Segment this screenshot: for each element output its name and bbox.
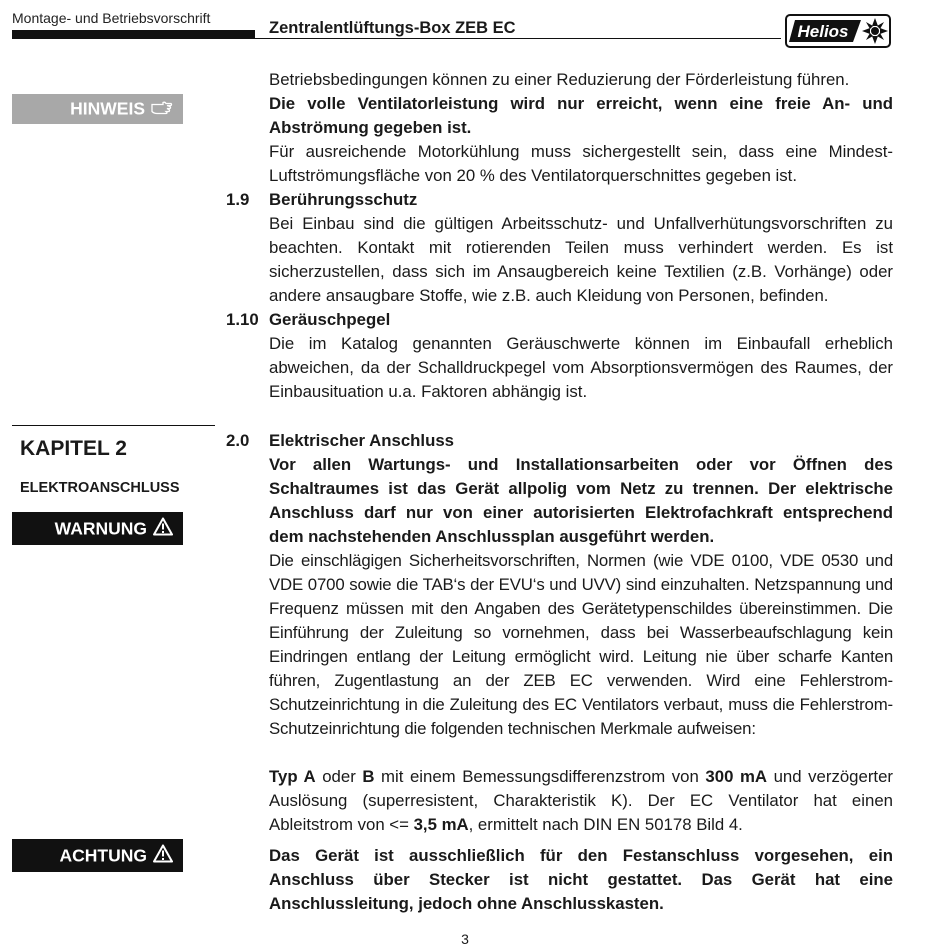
section-heading: Berührungsschutz	[269, 190, 418, 209]
paragraph-operating-conditions: Betriebsbedingungen können zu einer Reduzierung der Förderleistung führen.	[269, 70, 850, 89]
paragraph-fan-performance-note: Die volle Ventilatorleistung wird nur erreicht, wenn eine freie An- und Abströmung gegeben ist.	[269, 94, 893, 137]
section-text: Bei Einbau sind die gültigen Arbeitsschutz- und Unfallverhütungsvorschriften zu beachten. Kontakt mit rotierenden Teilen muss verhindert werden. Es ist sicherzustellen, dass sich im Ansaugbereich keine Textilien (z.B. Vorhänge) oder andere ansaugbare Stoffe, wie z.B. auch Kleidung von Personen, befinden.	[269, 214, 893, 305]
hinweis-label: HINWEIS	[70, 98, 145, 119]
helios-logo	[785, 14, 891, 48]
section-number: 1.10	[226, 310, 259, 329]
paragraph-motor-cooling: Für ausreichende Motorkühlung muss sichergestellt sein, dass eine Mindest-Luftströmungsfläche von 20 % des Ventilatorquerschnittes gegeben ist.	[269, 142, 893, 185]
achtung-label: ACHTUNG	[59, 845, 147, 865]
caution-text: Das Gerät ist ausschließlich für den Festanschluss vorgesehen, ein Anschluss über Stecker ist nicht gestattet. Das Gerät hat eine Anschlussleitung, jedoch ohne Anschlusskasten.	[269, 846, 893, 913]
page-number: 3	[461, 931, 469, 947]
document-title: Zentralentlüftungs-Box ZEB EC	[269, 19, 516, 37]
header-bar	[12, 30, 255, 39]
header-rule	[255, 38, 781, 39]
chapter-rule	[12, 425, 215, 426]
section-text: Die im Katalog genannten Geräuschwerte können im Einbaufall erheblich abweichen, da der Schalldruckpegel vom Absorptionsvermögen des Raumes, der Einbausituation u.a. Faktoren abhängig ist.	[269, 334, 893, 401]
hinweis-label-box	[12, 94, 183, 124]
section-number: 1.9	[226, 190, 250, 209]
rcd-requirements-text: Typ A oder B mit einem Bemessungsdifferenzstrom von 300 mA und verzögerter Auslösung (superresistent, Charakteristik K). Der EC Ventilator hat einen Ableitstrom von <= 3,5 mA, ermittelt nach DIN EN 50178 Bild 4.	[269, 767, 893, 834]
section-heading: Geräuschpegel	[269, 310, 391, 329]
warning-triangle-icon	[153, 517, 173, 540]
chapter-subtitle: ELEKTROANSCHLUSS	[20, 480, 180, 496]
section-number: 2.0	[226, 431, 250, 450]
warnung-label: WARNUNG	[54, 518, 147, 538]
section-heading: Elektrischer Anschluss	[269, 431, 454, 450]
logo-text: Helios	[797, 22, 849, 41]
warning-triangle-icon	[153, 844, 173, 867]
warning-text: Vor allen Wartungs- und Installationsarbeiten oder vor Öffnen des Schaltraumes ist das Gerät allpolig vom Netz zu trennen. Der elektrische Anschluss darf nur von einer autorisierten Elektrofachkraft entsprechend dem nachstehenden Anschlussplan ausgeführt werden.	[269, 455, 893, 546]
manual-type-label: Montage- und Betriebsvorschrift	[12, 10, 211, 26]
pointing-hand-icon	[151, 99, 173, 120]
warnung-label-box	[12, 512, 183, 545]
achtung-label-box	[12, 839, 183, 872]
section-text: Die einschlägigen Sicherheitsvorschriften, Normen (wie VDE 0100, VDE 0530 und VDE 0700 sowie die TAB‘s der EVU‘s und UVV) sind einzuhalten. Netzspannung und Frequenz müssen mit den Angaben des Gerätetypenschildes übereinstimmen. Die Einführung der Zuleitung so vornehmen, dass bei Wasserbeaufschlagung kein Eindringen entlang der Leitung ermöglicht wird. Leitung nie über scharfe Kanten führen, Zugentlastung an der ZEB EC verwenden. Wird eine Fehlerstrom-Schutzeinrichtung in die Zuleitung des EC Ventilators verbaut, muss die Fehlerstrom-Schutzeinrichtung die folgenden technischen Merkmale aufweisen:	[269, 551, 893, 738]
chapter-title: KAPITEL 2	[20, 437, 127, 460]
